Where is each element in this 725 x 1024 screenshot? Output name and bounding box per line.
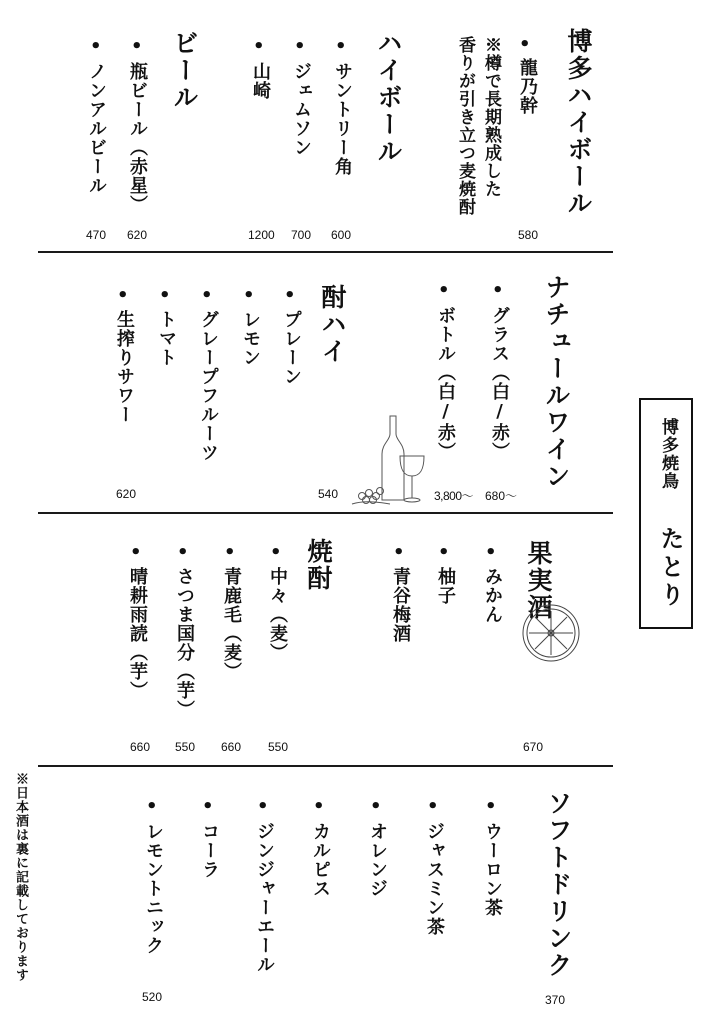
menu-item-price: 660 [221,740,242,754]
menu-item-price: 660 [130,740,151,754]
bullet: • [370,796,382,817]
store-subtitle: 博多焼鳥 [658,418,678,490]
note-line: 香りが引き立つ麦焼酎 [455,36,475,216]
note-line: ※樽で長期熟成した [481,36,501,198]
menu-item-name: ジャスミン茶 [424,822,445,936]
menu-item-price: 620 [127,228,148,242]
bullet: • [485,796,497,817]
bullet: • [438,280,450,301]
bullet: • [427,796,439,817]
menu-item-name: グラス（白/赤） [489,306,510,461]
section-title: 酎ハイ [318,284,347,365]
bullet: • [294,36,306,57]
menu-item-price: 1200 [248,228,275,242]
menu-item-price: 620 [116,487,137,501]
bullet: • [313,796,325,817]
menu-item-name: 晴耕雨読（芋） [127,567,148,700]
menu-item-name: 青鹿毛（麦） [221,567,242,681]
menu-item-name: 瓶ビール（赤星） [127,62,148,214]
menu-item-price: 540 [318,487,339,501]
bullet: • [270,542,282,563]
menu-item-price: 680〜 [485,489,518,503]
bullet: • [243,285,255,306]
bullet: • [393,542,405,563]
menu-item-name: オレンジ [367,822,388,898]
bullet: • [485,542,497,563]
bullet: • [130,542,142,563]
bullet: • [202,796,214,817]
menu-item-price: 670 [523,740,544,754]
menu-item-name: 山崎 [250,62,271,100]
menu-item-price: 370 [545,993,566,1007]
menu-item-name: カルピス [310,822,331,898]
bullet: • [90,36,102,57]
bullet: • [131,36,143,57]
menu-item-name: トマト [156,310,177,367]
menu-item-price: 3,800〜 [434,489,474,503]
divider [38,765,613,767]
bullet: • [438,542,450,563]
bullet: • [335,36,347,57]
bullet: • [146,796,158,817]
bullet: • [253,36,265,57]
section-title: ビール [170,30,199,111]
menu-item-price: 520 [142,990,163,1004]
menu-item-name: ノンアルビール [86,62,107,195]
menu-item-name: プレーン [281,310,302,386]
sake-note: ※日本酒は裏に記載しております [13,772,28,982]
menu-item-name: ジェムソン [291,62,312,157]
menu-item-name: ボトル（白/赤） [435,306,456,461]
bullet: • [159,285,171,306]
menu-item-name: さつま国分（芋） [174,567,195,719]
menu-item-price: 600 [331,228,352,242]
menu-item-name: 中々（麦） [267,567,288,662]
menu-item-price: 580 [518,228,539,242]
menu-item-price: 550 [268,740,289,754]
menu-item-name: 生搾りサワー [114,310,135,424]
menu-item-price: 470 [86,228,107,242]
menu-item-name: サントリー角 [332,62,353,176]
menu-item-name: みかん [482,567,503,624]
bullet: • [492,280,504,301]
section-title: 博多ハイボール [564,28,593,217]
menu-item-name: レモントニック [143,822,164,955]
menu-item-name: ウーロン茶 [482,822,503,917]
divider [38,251,613,253]
menu-item-name: 柚子 [435,567,456,605]
menu-item-name: グレープフルーツ [198,310,219,462]
divider [38,512,613,514]
menu-item-name: 龍乃幹 [517,58,538,115]
bullet: • [519,34,531,55]
section-title: ハイボール [374,30,403,165]
menu-item-price: 700 [291,228,312,242]
store-name-box [639,398,693,629]
bullet: • [284,285,296,306]
section-title: ソフトドリンク [544,790,573,979]
bullet: • [257,796,269,817]
bullet: • [224,542,236,563]
wine-bottle-glass-illustration-icon [348,412,428,508]
citrus-slice-icon [520,602,582,664]
store-name: たとり [656,526,685,610]
section-title: 果実酒 [524,540,553,621]
section-title: 焼酎 [304,538,333,592]
section-title: ナチュールワイン [542,274,571,490]
menu-item-name: コーラ [199,822,220,879]
bullet: • [117,285,129,306]
menu-item-price: 550 [175,740,196,754]
bullet: • [201,285,213,306]
bullet: • [177,542,189,563]
menu-item-name: レモン [240,310,261,367]
menu-item-name: 青谷梅酒 [390,567,411,643]
menu-item-name: ジンジャーエール [254,822,275,974]
